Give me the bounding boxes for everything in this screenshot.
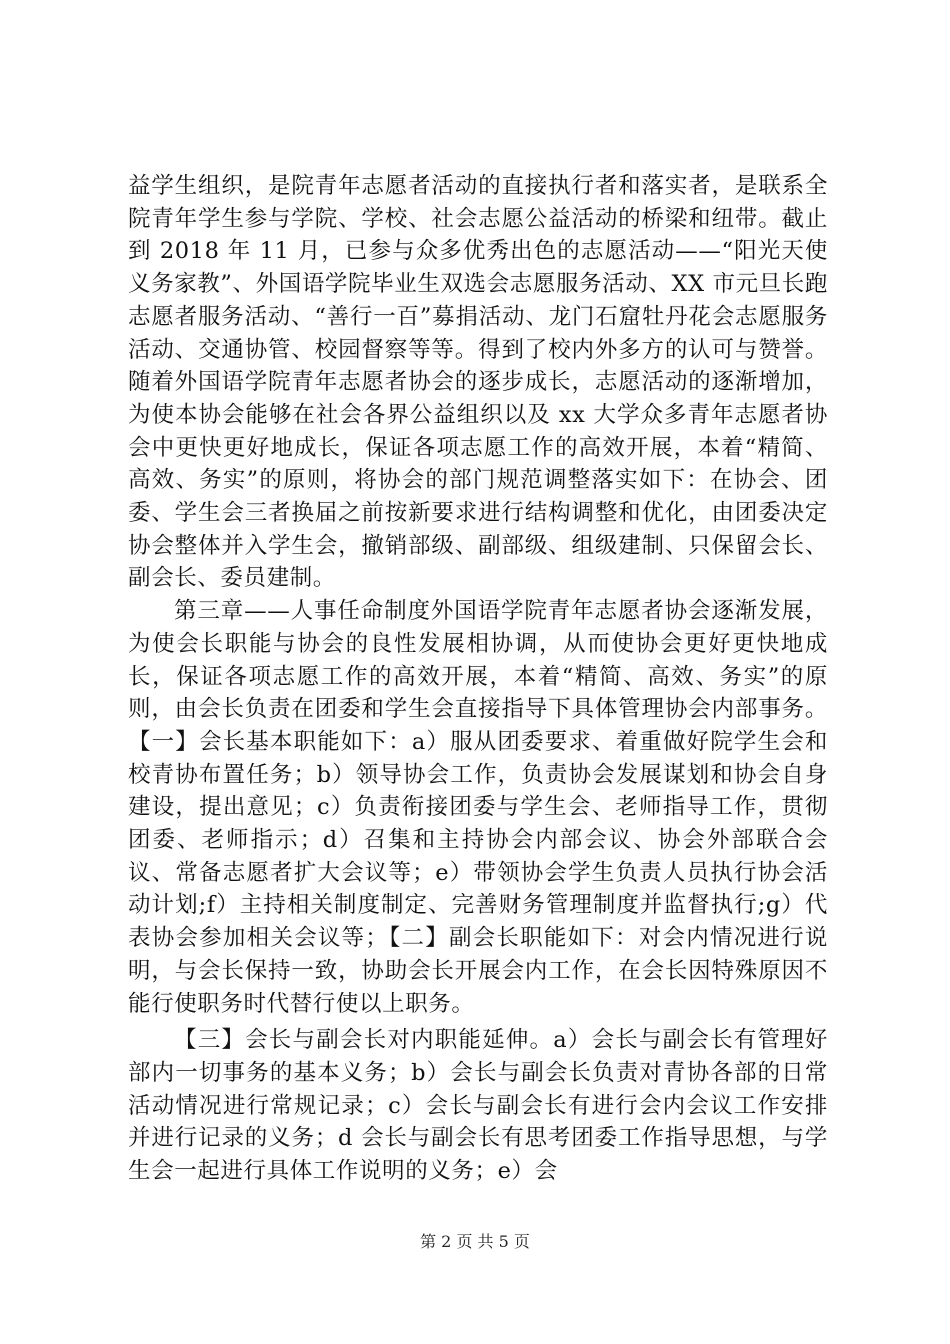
paragraph-3-item-three: 【三】会长与副会长对内职能延伸。a）会长与副会长有管理好部内一切事务的基本义务；b）会长与副会长负责对青协各部的日常活动情况进行常规记录；c）会长与副会长有进行会内会议工作安排并进行记录的义务；d 会长与副会长有思考团委工作指导思想，与学生会一起进行具体工作说明的义务；e）会 <box>128 1027 828 1185</box>
page-number-footer: 第 2 页 共 5 页 <box>420 1232 530 1251</box>
paragraph-1: 益学生组织，是院青年志愿者活动的直接执行者和落实者，是联系全院青年学生参与学院、学校、社会志愿公益活动的桥梁和纽带。截止到 2018 年 11 月，已参与众多优秀出色的志愿活动——“阳光天使义务家教”、外国语学院毕业生双选会志愿服务活动、XX 市元旦长跑志愿者服务活动、“善行一百”募捐活动、龙门石窟牡丹花会志愿服务活动、交通协管、校园督察等等。得到了校内外多方的认可与赞誉。随着外国语学院青年志愿者协会的逐步成长，志愿活动的逐渐增加，为使本协会能够在社会各界公益组织以及 xx 大学众多青年志愿者协会中更快更好地成长，保证各项志愿工作的高效开展，本着“精简、高效、务实”的原则，将协会的部门规范调整落实如下：在协会、团委、学生会三者换届之前按新要求进行结构调整和优化，由团委决定协会整体并入学生会，撤销部级、副部级、组级建制、只保留会长、副会长、委员建制。 <box>128 173 828 592</box>
document-body <box>128 170 828 1188</box>
paragraph-2-chapter-three: 第三章——人事任命制度外国语学院青年志愿者协会逐渐发展，为使会长职能与协会的良性发展相协调，从而使协会更好更快地成长，保证各项志愿工作的高效开展，本着“精简、高效、务实”的原则，由会长负责在团委和学生会直接指导下具体管理协会内部事务。【一】会长基本职能如下：a）服从团委要求、着重做好院学生会和校青协布置任务；b）领导协会工作，负责协会发展谋划和协会自身建设，提出意见；c）负责衔接团委与学生会、老师指导工作，贯彻团委、老师指示；d）召集和主持协会内部会议、协会外部联合会议、常备志愿者扩大会议等；e）带领协会学生负责人员执行协会活动计划;f）主持相关制度制定、完善财务管理制度并监督执行;g）代表协会参加相关会议等；【二】副会长职能如下：对会内情况进行说明，与会长保持一致，协助会长开展会内工作，在会长因特殊原因不能行使职务时代替行使以上职务。 <box>128 598 828 1017</box>
